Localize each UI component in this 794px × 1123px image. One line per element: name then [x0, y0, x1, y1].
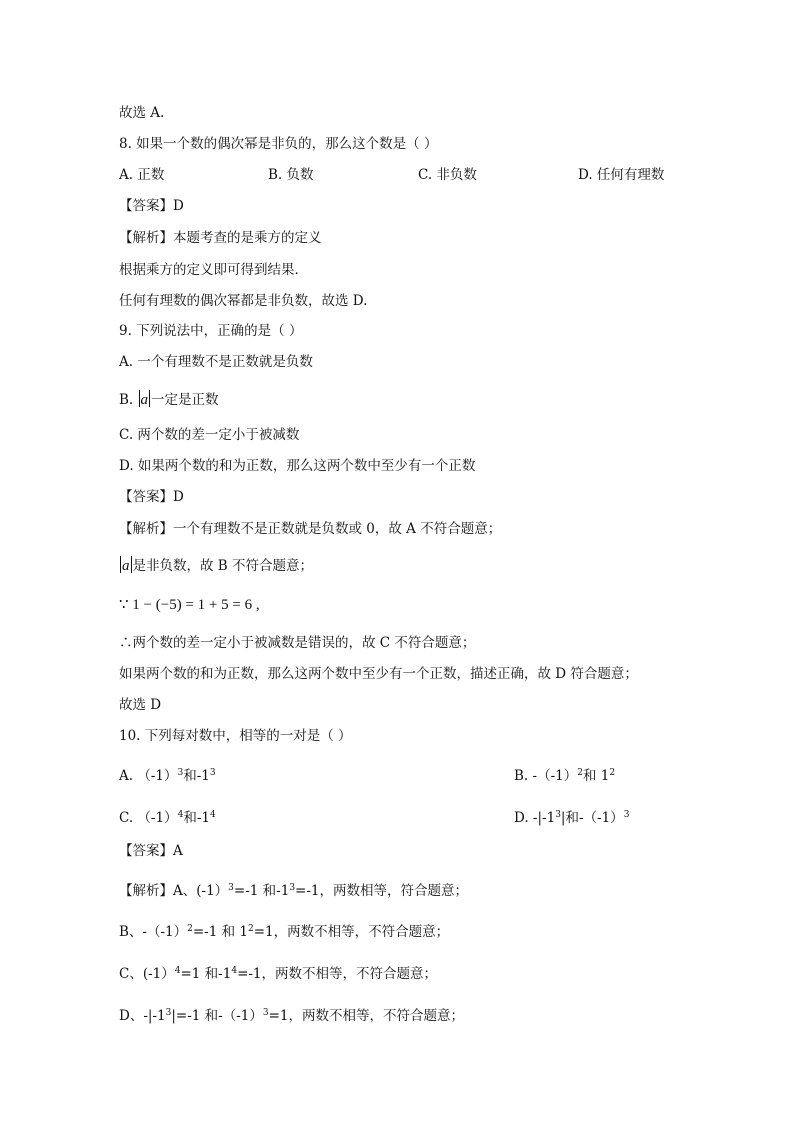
q9-option-b — [119, 390, 219, 409]
q10-explanation-a: 【解析】A、(-1）$^3$=-1 和$-1^3=-1$，两数相等，符合题意； — [119, 883, 469, 899]
q9-option-b-text: 一定是正数 — [151, 392, 219, 408]
var-a: a — [140, 392, 149, 408]
q8-option-a: A. 正数 — [119, 167, 165, 183]
abs-bar-right — [131, 556, 132, 573]
q8-answer: 【答案】D — [119, 198, 184, 214]
q9-explanation-4: ∴两个数的差一定小于被减数是错误的，故 C 不符合题意； — [119, 635, 476, 651]
q8-option-c: C. 非负数 — [418, 167, 477, 183]
q9-explanation-2-text: 是非负数，故 B 不符合题意； — [132, 558, 314, 574]
q10-explanation-c: C、(-1）$^4$=1 和$-1^4=-1$，两数不相等，不符合题意； — [119, 966, 438, 982]
question-9: 9. 下列说法中，正确的是（ ） — [119, 323, 303, 339]
q8-explanation-1: 【解析】本题考查的是乘方的定义 — [119, 230, 322, 246]
q9-option-a: A. 一个有理数不是正数就是负数 — [119, 354, 313, 370]
q9-answer: 【答案】D — [119, 489, 184, 505]
q9-explanation-5: 如果两个数的和为正数，那么这两个数中至少有一个正数，描述正确，故 D 符合题意； — [119, 666, 638, 682]
q8-option-b: B. 负数 — [268, 167, 314, 183]
q9-explanation-2 — [119, 556, 313, 575]
q10-option-a: A. $(-1)^3$和$-1^3$ — [119, 768, 216, 784]
q10-option-b: B. $-(-1)^2$和 $1^2$ — [514, 768, 616, 784]
question-10: 10. 下列每对数中，相等的一对是（ ） — [119, 728, 352, 744]
var-a: a — [122, 558, 130, 574]
q9-option-c: C. 两个数的差一定小于被减数 — [119, 427, 300, 443]
q8-explanation-3: 任何有理数的偶次幂都是非负数，故选 D. — [119, 293, 368, 309]
q9-explanation-6: 故选 D — [119, 697, 162, 713]
q8-explanation-2: 根据乘方的定义即可得到结果． — [119, 262, 308, 278]
q10-explanation-b: B、$-(-1)^2=-1$ 和 $1^2=1$，两数不相等，不符合题意； — [119, 924, 450, 940]
q10-option-d: D. $-|-1^3|$和$-(-1)^3$ — [514, 810, 630, 826]
q8-option-d: D. 任何有理数 — [578, 167, 665, 183]
q9-explanation-formula: ∵ 1 − (−5) = 1 + 5 = 6 , — [119, 597, 260, 613]
q10-explanation-d: D、$-|-1^3|=-1$ 和$-(-1)^3=1$，两数不相等，不符合题意； — [119, 1008, 464, 1024]
conclusion-line: 故选 A. — [119, 105, 165, 121]
q9-option-d: D. 如果两个数的和为正数，那么这两个数中至少有一个正数 — [119, 458, 476, 474]
q9-explanation-1: 【解析】一个有理数不是正数就是负数或 0，故 A 不符合题意； — [119, 521, 502, 537]
abs-bar-right — [149, 390, 150, 407]
q10-option-c: C. $(-1)^4$和$-1^4$ — [119, 810, 216, 826]
q9-option-b-label: B. — [119, 392, 138, 408]
q10-answer: 【答案】A — [119, 843, 183, 859]
question-8: 8. 如果一个数的偶次幂是非负的，那么这个数是（ ） — [119, 136, 438, 152]
abs-bar-left — [120, 556, 121, 573]
abs-bar-left — [139, 390, 140, 407]
